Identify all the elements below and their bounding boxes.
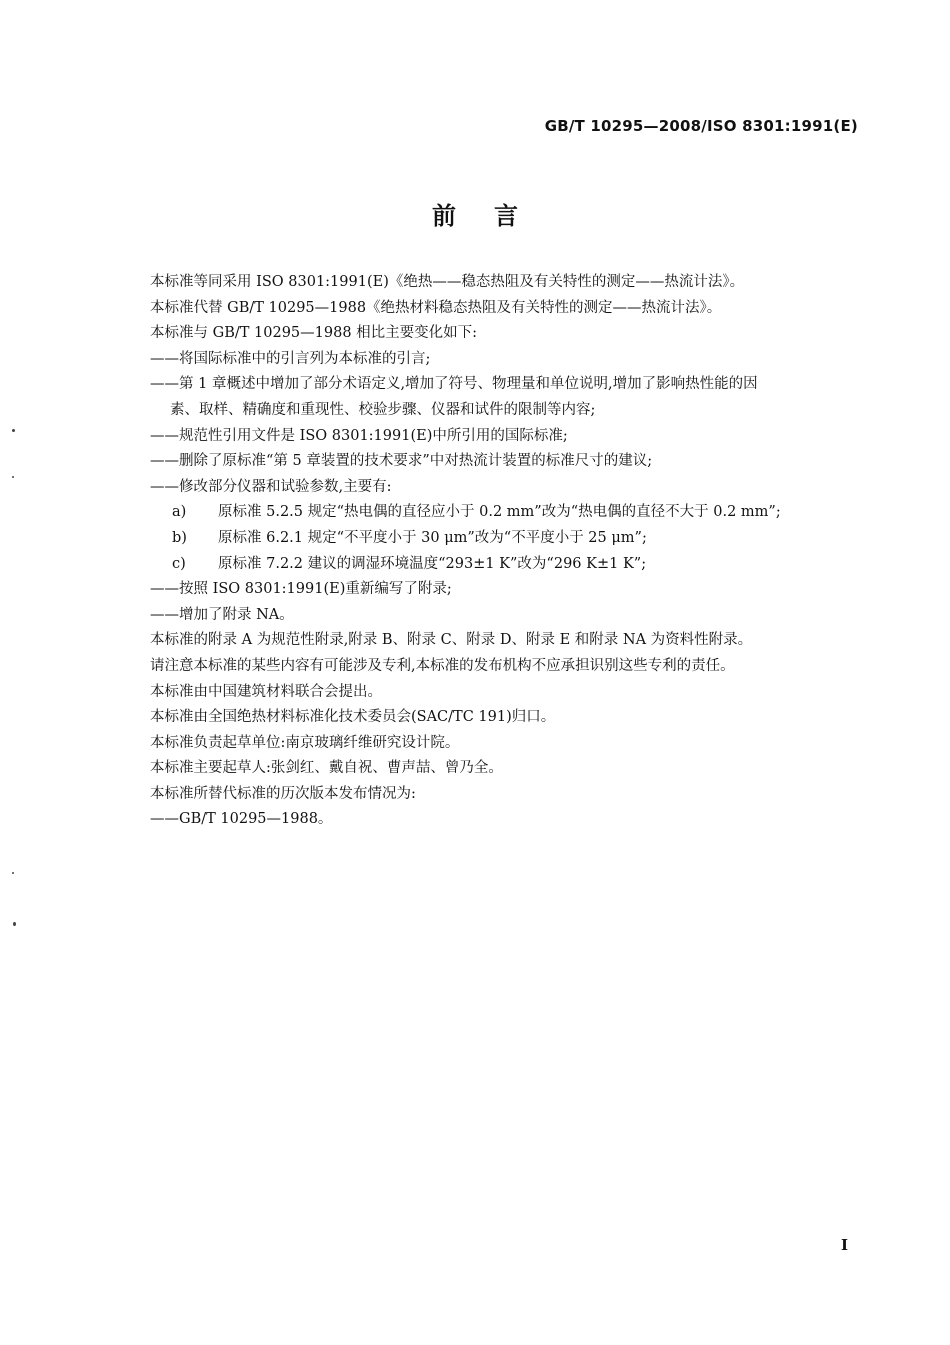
paragraph: 本标准与 GB/T 10295—1988 相比主要变化如下:: [150, 325, 478, 342]
paragraph: 本标准的附录 A 为规范性附录,附录 B、附录 C、附录 D、附录 E 和附录 NA 为资料性附录。: [150, 632, 753, 649]
change-item: ——规范性引用文件是 ISO 8301:1991(E)中所引用的国际标准;: [150, 427, 568, 444]
paragraph: 本标准所替代标准的历次版本发布情况为:: [150, 785, 416, 802]
scan-speck: [12, 429, 15, 432]
sub-item-text: 原标准 7.2.2 建议的调湿环境温度“293±1 K”改为“296 K±1 K”;: [218, 555, 647, 572]
sub-item-text: 原标准 5.2.5 规定“热电偶的直径应小于 0.2 mm”改为“热电偶的直径不大于 0.2 mm”;: [218, 504, 781, 521]
change-item: ——将国际标准中的引言列为本标准的引言;: [150, 350, 431, 367]
change-item-continuation: 素、取样、精确度和重现性、校验步骤、仪器和试件的限制等内容;: [170, 401, 596, 418]
paragraph: 本标准负责起草单位:南京玻璃纤维研究设计院。: [150, 734, 460, 751]
page-title: 前言: [432, 202, 556, 230]
preface-body: [150, 270, 862, 833]
list-marker: a): [172, 504, 187, 521]
page-number: I: [840, 1236, 848, 1254]
list-marker: c): [172, 555, 186, 572]
scan-speck: [13, 922, 16, 926]
change-item: ——修改部分仪器和试验参数,主要有:: [150, 478, 392, 495]
change-item: ——按照 ISO 8301:1991(E)重新编写了附录;: [150, 581, 452, 598]
paragraph: 本标准由全国绝热材料标准化技术委员会(SAC/TC 191)归口。: [150, 709, 556, 726]
paragraph: 请注意本标准的某些内容有可能涉及专利,本标准的发布机构不应承担识别这些专利的责任。: [150, 657, 735, 674]
sub-item-c: [150, 552, 862, 578]
sub-item-text: 原标准 6.2.1 规定“不平度小于 30 μm”改为“不平度小于 25 μm”;: [218, 529, 647, 546]
list-marker: b): [172, 529, 187, 546]
scan-speck: [12, 872, 14, 874]
standard-code-header: GB/T 10295—2008/ISO 8301:1991(E): [544, 117, 858, 135]
change-item: ——增加了附录 NA。: [150, 606, 294, 623]
paragraph: 本标准由中国建筑材料联合会提出。: [150, 683, 382, 700]
change-item: ——删除了原标准“第 5 章装置的技术要求”中对热流计装置的标准尺寸的建议;: [150, 453, 653, 470]
change-item: ——第 1 章概述中增加了部分术语定义,增加了符号、物理量和单位说明,增加了影响热性能的因: [150, 376, 758, 393]
scan-speck: [12, 476, 14, 478]
paragraph: 本标准主要起草人:张剑红、戴自祝、曹声喆、曾乃全。: [150, 760, 503, 777]
sub-item-b: [150, 526, 862, 552]
paragraph: 本标准代替 GB/T 10295—1988《绝热材料稳态热阻及有关特性的测定——热流计法》。: [150, 299, 722, 316]
sub-item-a: [150, 500, 862, 526]
paragraph: 本标准等同采用 ISO 8301:1991(E)《绝热——稳态热阻及有关特性的测定——热流计法》。: [150, 274, 745, 290]
paragraph: ——GB/T 10295—1988。: [150, 811, 333, 828]
